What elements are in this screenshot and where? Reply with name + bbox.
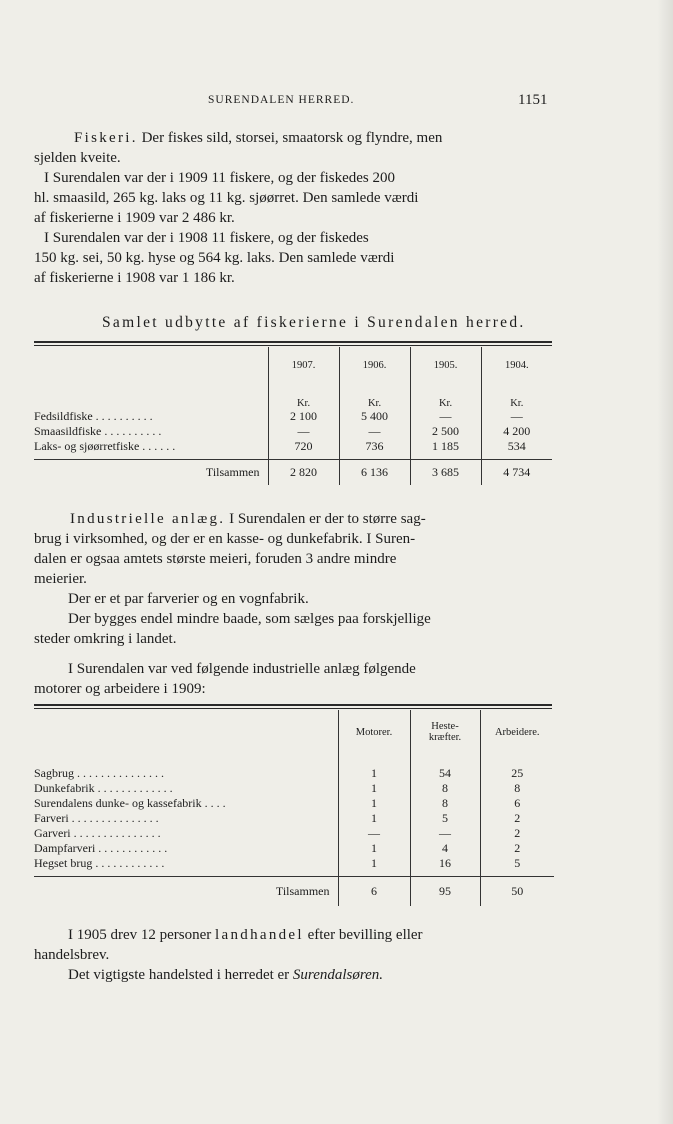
fiskeri-heading: Fiskeri. [74, 130, 138, 146]
cell: 5 400 [339, 409, 410, 424]
row-label: Smaasildfiske . . . . . . . . . . [34, 424, 162, 438]
fiskeri-line-3: I Surendalen var der i 1909 11 fiskere, og der fiskedes 200 [44, 170, 396, 186]
industri-line-2: brug i virksomhed, og der er en kasse- og dunkefabrik. I Suren- [34, 531, 416, 547]
fish-table [34, 347, 552, 485]
table-row [34, 841, 554, 856]
page-number: 1151 [518, 92, 548, 108]
handel-emphasis: landhandel [215, 927, 304, 943]
fiskeri-line-4: hl. smaasild, 265 kg. laks og 11 kg. sjøørret. Den samlede værdi [34, 190, 419, 206]
cell: 1 [338, 766, 410, 781]
unit-label: Kr. [268, 383, 339, 409]
row-label: Dunkefabrik . . . . . . . . . . . . . [34, 781, 173, 795]
cell: — [481, 409, 552, 424]
cell: 6 [480, 796, 554, 811]
cell: — [338, 826, 410, 841]
industri-line-4: meierier. [34, 571, 87, 587]
total-cell: 4 734 [481, 459, 552, 485]
fish-year-row [34, 347, 552, 383]
table-row [34, 439, 552, 459]
hestekrafter-header-line-2: kræfter. [428, 732, 462, 743]
table-row [34, 766, 554, 781]
fish-table-top-rule [34, 341, 552, 343]
year-header: 1906. [339, 347, 410, 383]
year-header: 1905. [410, 347, 481, 383]
fiskeri-line-8: af fiskerierne i 1908 var 1 186 kr. [34, 270, 235, 286]
fish-total-row [34, 459, 552, 485]
handel-line-3 [34, 965, 554, 985]
total-cell: 3 685 [410, 459, 481, 485]
cell: 5 [480, 856, 554, 876]
fish-table-title: Samlet udbytte af fiskerierne i Surendalen herred. [102, 314, 526, 331]
cell: 54 [410, 766, 480, 781]
row-label: Surendalens dunke- og kassefabrik . . . . [34, 796, 226, 810]
industri-intro-line-1: I Surendalen var ved følgende industrielle anlæg følgende [68, 661, 416, 677]
cell: 2 500 [410, 424, 481, 439]
industry-header-row [34, 710, 554, 754]
total-cell: 6 [338, 876, 410, 906]
table-row [34, 409, 552, 424]
cell: 2 [480, 841, 554, 856]
row-label: Farveri . . . . . . . . . . . . . . . [34, 811, 159, 825]
industry-table [34, 710, 554, 906]
industri-line-5: Der er et par farverier og en vognfabrik. [68, 591, 309, 607]
industri-line-7: steder omkring i landet. [34, 631, 177, 647]
cell: 2 [480, 826, 554, 841]
industri-line-3: dalen er ogsaa amtets største meieri, foruden 3 andre mindre [34, 551, 397, 567]
industri-line-6: Der bygges endel mindre baade, som sælges paa forskjellige [68, 611, 431, 627]
handel-text: efter bevilling eller [307, 927, 423, 943]
total-cell: 2 820 [268, 459, 339, 485]
table-row [34, 811, 554, 826]
cell: 25 [480, 766, 554, 781]
industry-table-top-rule [34, 704, 552, 706]
total-label: Tilsammen [34, 876, 338, 906]
cell: 8 [410, 796, 480, 811]
row-label: Hegset brug . . . . . . . . . . . . [34, 856, 165, 870]
cell: 16 [410, 856, 480, 876]
cell: 1 [338, 811, 410, 826]
cell: 720 [268, 439, 339, 459]
fish-table-top-rule-thin [34, 345, 552, 346]
row-label: Laks- og sjøørretfiske . . . . . . [34, 439, 176, 453]
page-edge-shadow [657, 0, 673, 1124]
motorer-header: Motorer. [338, 710, 410, 754]
spacer-row [34, 754, 554, 766]
cell: 4 200 [481, 424, 552, 439]
hestekrafter-header-line-1: Heste- [431, 721, 459, 732]
cell: — [339, 424, 410, 439]
industry-table-top-rule-thin [34, 708, 552, 709]
cell: 1 185 [410, 439, 481, 459]
cell: 1 [338, 856, 410, 876]
fiskeri-line-2: sjelden kveite. [34, 150, 121, 166]
total-cell: 95 [410, 876, 480, 906]
cell: 2 100 [268, 409, 339, 424]
hestekrafter-header [410, 710, 480, 754]
cell: 534 [481, 439, 552, 459]
row-label: Garveri . . . . . . . . . . . . . . . [34, 826, 161, 840]
industri-intro [34, 659, 554, 699]
fiskeri-line-5: af fiskerierne i 1909 var 2 486 kr. [34, 210, 235, 226]
table-row [34, 781, 554, 796]
cell: — [410, 826, 480, 841]
handel-text: I 1905 drev 12 personer [68, 927, 212, 943]
handel-line-2: handelsbrev. [34, 947, 110, 963]
table-row [34, 796, 554, 811]
row-label: Fedsildfiske . . . . . . . . . . [34, 409, 153, 423]
industry-total-row [34, 876, 554, 906]
industri-section [34, 509, 554, 649]
table-row [34, 826, 554, 841]
year-header: 1904. [481, 347, 552, 383]
cell: — [410, 409, 481, 424]
cell: 8 [480, 781, 554, 796]
industri-line-1 [34, 509, 554, 529]
total-cell: 6 136 [339, 459, 410, 485]
cell: 736 [339, 439, 410, 459]
fiskeri-section [34, 128, 554, 288]
industri-intro-line-2: motorer og arbeidere i 1909: [34, 681, 206, 697]
cell: 8 [410, 781, 480, 796]
fish-unit-row [34, 383, 552, 409]
arbeidere-header: Arbeidere. [480, 710, 554, 754]
cell: 1 [338, 796, 410, 811]
unit-label: Kr. [481, 383, 552, 409]
cell: 1 [338, 841, 410, 856]
total-label: Tilsammen [34, 459, 268, 485]
unit-label: Kr. [410, 383, 481, 409]
handel-line-1 [34, 925, 554, 945]
industri-text: I Surendalen er der to større sag- [229, 511, 426, 527]
cell: 5 [410, 811, 480, 826]
table-row [34, 424, 552, 439]
place-name: Surendalsøren. [292, 967, 384, 983]
year-header: 1907. [268, 347, 339, 383]
cell: — [268, 424, 339, 439]
cell: 1 [338, 781, 410, 796]
fiskeri-line-7: 150 kg. sei, 50 kg. hyse og 564 kg. laks. Den samlede værdi [34, 250, 395, 266]
cell: 2 [480, 811, 554, 826]
industri-heading: Industrielle anlæg. [70, 511, 226, 527]
fiskeri-text: Der fiskes sild, storsei, smaatorsk og flyndre, men [141, 130, 443, 146]
cell: 4 [410, 841, 480, 856]
row-label: Dampfarveri . . . . . . . . . . . . [34, 841, 168, 855]
fiskeri-line-1 [34, 128, 554, 148]
table-row [34, 856, 554, 876]
fiskeri-line-6: I Surendalen var der i 1908 11 fiskere, og der fiskedes [44, 230, 369, 246]
handel-section [34, 925, 554, 985]
running-header: SURENDALEN HERRED. [208, 94, 355, 106]
unit-label: Kr. [339, 383, 410, 409]
handel-text: Det vigtigste handelsted i herredet er [68, 967, 290, 983]
total-cell: 50 [480, 876, 554, 906]
row-label: Sagbrug . . . . . . . . . . . . . . . [34, 766, 164, 780]
